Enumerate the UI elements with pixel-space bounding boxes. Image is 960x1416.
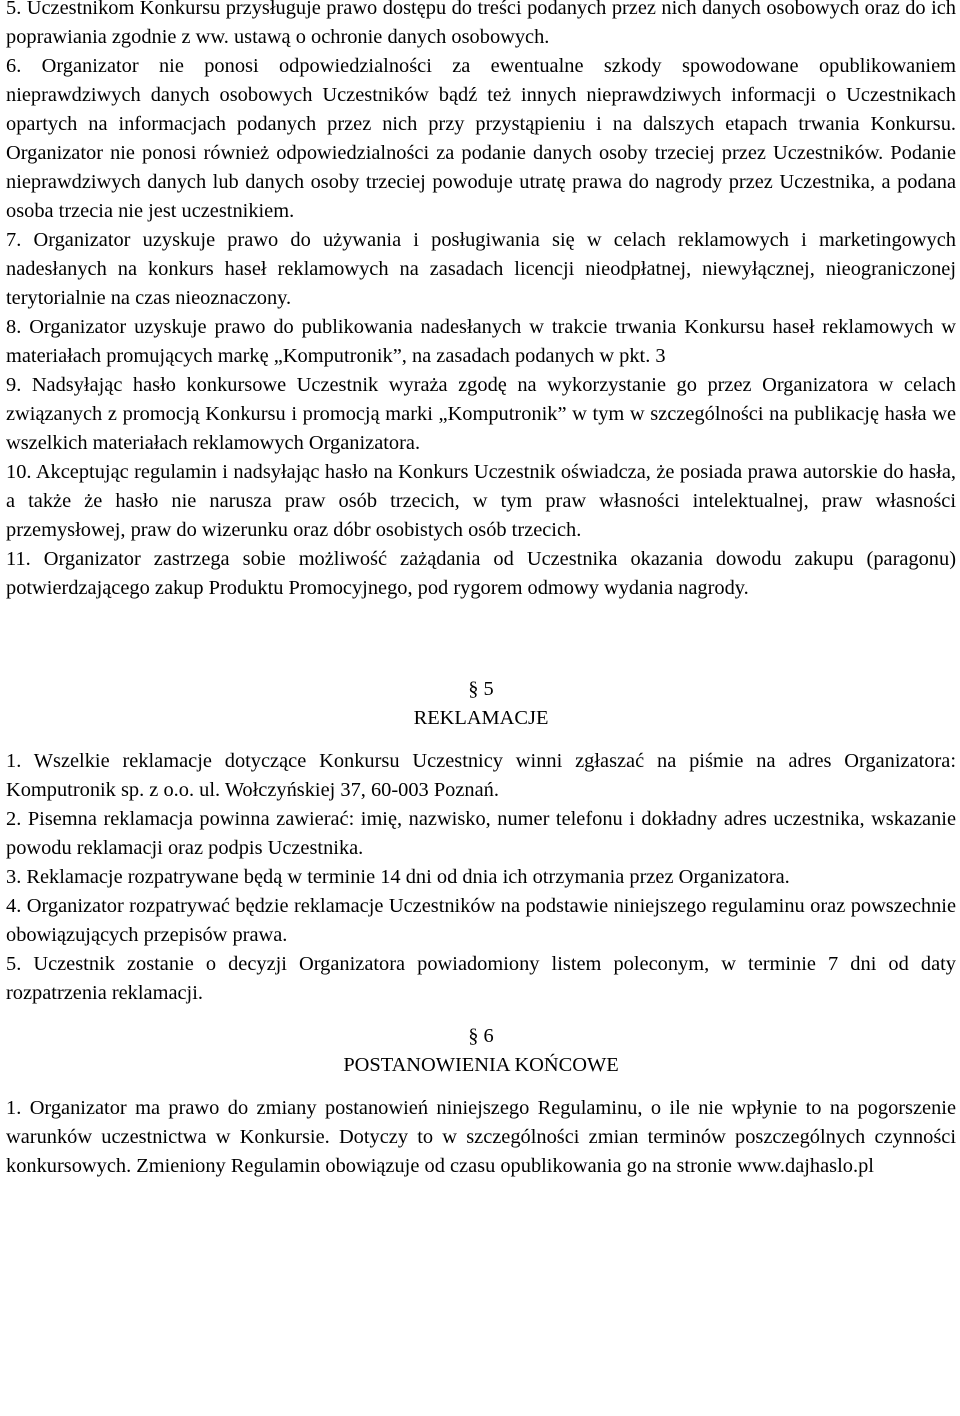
section-6-heading	[6, 1022, 956, 1080]
document-page	[6, 0, 956, 1181]
paragraph-4-10: 10. Akceptując regulamin i nadsyłając hasło na Konkurs Uczestnik oświadcza, że posiada prawa autorskie do hasła, a także że hasło nie narusza praw osób trzecich, w tym praw własności intelektualnej, praw własności przemysłowej, praw do wizerunku oraz dóbr osobistych osób trzecich.	[6, 461, 956, 541]
section-6-number: § 6	[468, 1025, 494, 1047]
paragraph-4-11: 11. Organizator zastrzega sobie możliwość zażądania od Uczestnika okazania dowodu zakupu (paragonu) potwierdzającego zakup Produktu Promocyjnego, pod rygorem odmowy wydania nagrody.	[6, 548, 956, 599]
paragraph-5-1: 1. Wszelkie reklamacje dotyczące Konkursu Uczestnicy winni zgłaszać na piśmie na adres Organizatora: Komputronik sp. z o.o. ul. Wołczyńskiej 37, 60-003 Poznań.	[6, 750, 956, 801]
paragraph-5-5: 5. Uczestnik zostanie o decyzji Organizatora powiadomiony listem poleconym, w terminie 7 dni od daty rozpatrzenia reklamacji.	[6, 953, 956, 1004]
paragraph-4-9: 9. Nadsyłając hasło konkursowe Uczestnik wyraża zgodę na wykorzystanie go przez Organizatora w celach związanych z promocją Konkursu i promocją marki „Komputronik” w tym w szczególności na publikację hasła we wszelkich materiałach reklamowych Organizatora.	[6, 374, 956, 454]
paragraph-4-5: 5. Uczestnikom Konkursu przysługuje prawo dostępu do treści podanych przez nich danych osobowych oraz do ich poprawiania zgodnie z ww. ustawą o ochronie danych osobowych.	[6, 0, 956, 48]
paragraph-4-8: 8. Organizator uzyskuje prawo do publikowania nadesłanych w trakcie trwania Konkursu haseł reklamowych w materiałach promujących markę „Komputronik”, na zasadach podanych w pkt. 3	[6, 316, 956, 367]
paragraph-5-4: 4. Organizator rozpatrywać będzie reklamacje Uczestników na podstawie niniejszego regulaminu oraz powszechnie obowiązujących przepisów prawa.	[6, 895, 956, 946]
section-5-heading	[6, 675, 956, 733]
paragraph-4-7: 7. Organizator uzyskuje prawo do używania i posługiwania się w celach reklamowych i marketingowych nadesłanych na konkurs haseł reklamowych na zasadach licencji nieodpłatnej, niewyłącznej, nieograniczonej terytorialnie na czas nieoznaczony.	[6, 229, 956, 309]
section-6-title: POSTANOWIENIA KOŃCOWE	[343, 1054, 619, 1076]
paragraph-6-1: 1. Organizator ma prawo do zmiany postanowień niniejszego Regulaminu, o ile nie wpłynie to na pogorszenie warunków uczestnictwa w Konkursie. Dotyczy to w szczególności zmian terminów poszczególnych czynności konkursowych. Zmieniony Regulamin obowiązuje od czasu opublikowania go na stronie www.dajhaslo.pl	[6, 1097, 956, 1177]
paragraph-5-3: 3. Reklamacje rozpatrywane będą w terminie 14 dni od dnia ich otrzymania przez Organizatora.	[6, 866, 790, 888]
paragraph-4-6: 6. Organizator nie ponosi odpowiedzialności za ewentualne szkody spowodowane opublikowaniem nieprawdziwych danych osobowych Uczestników bądź też innych nieprawdziwych informacji o Uczestnikach opartych na informacjach podanych przez nich przy przystąpieniu i na dalszych etapach trwania Konkursu. Organizator nie ponosi również odpowiedzialności za podanie danych osoby trzeciej przez Uczestników. Podanie nieprawdziwych danych lub danych osoby trzeciej powoduje utratę prawa do nagrody przez Uczestnika, a podana osoba trzecia nie jest uczestnikiem.	[6, 55, 956, 222]
section-5-number: § 5	[468, 678, 494, 700]
paragraph-5-2: 2. Pisemna reklamacja powinna zawierać: imię, nazwisko, numer telefonu i dokładny adres uczestnika, wskazanie powodu reklamacji oraz podpis Uczestnika.	[6, 808, 956, 859]
section-5-title: REKLAMACJE	[413, 707, 549, 729]
